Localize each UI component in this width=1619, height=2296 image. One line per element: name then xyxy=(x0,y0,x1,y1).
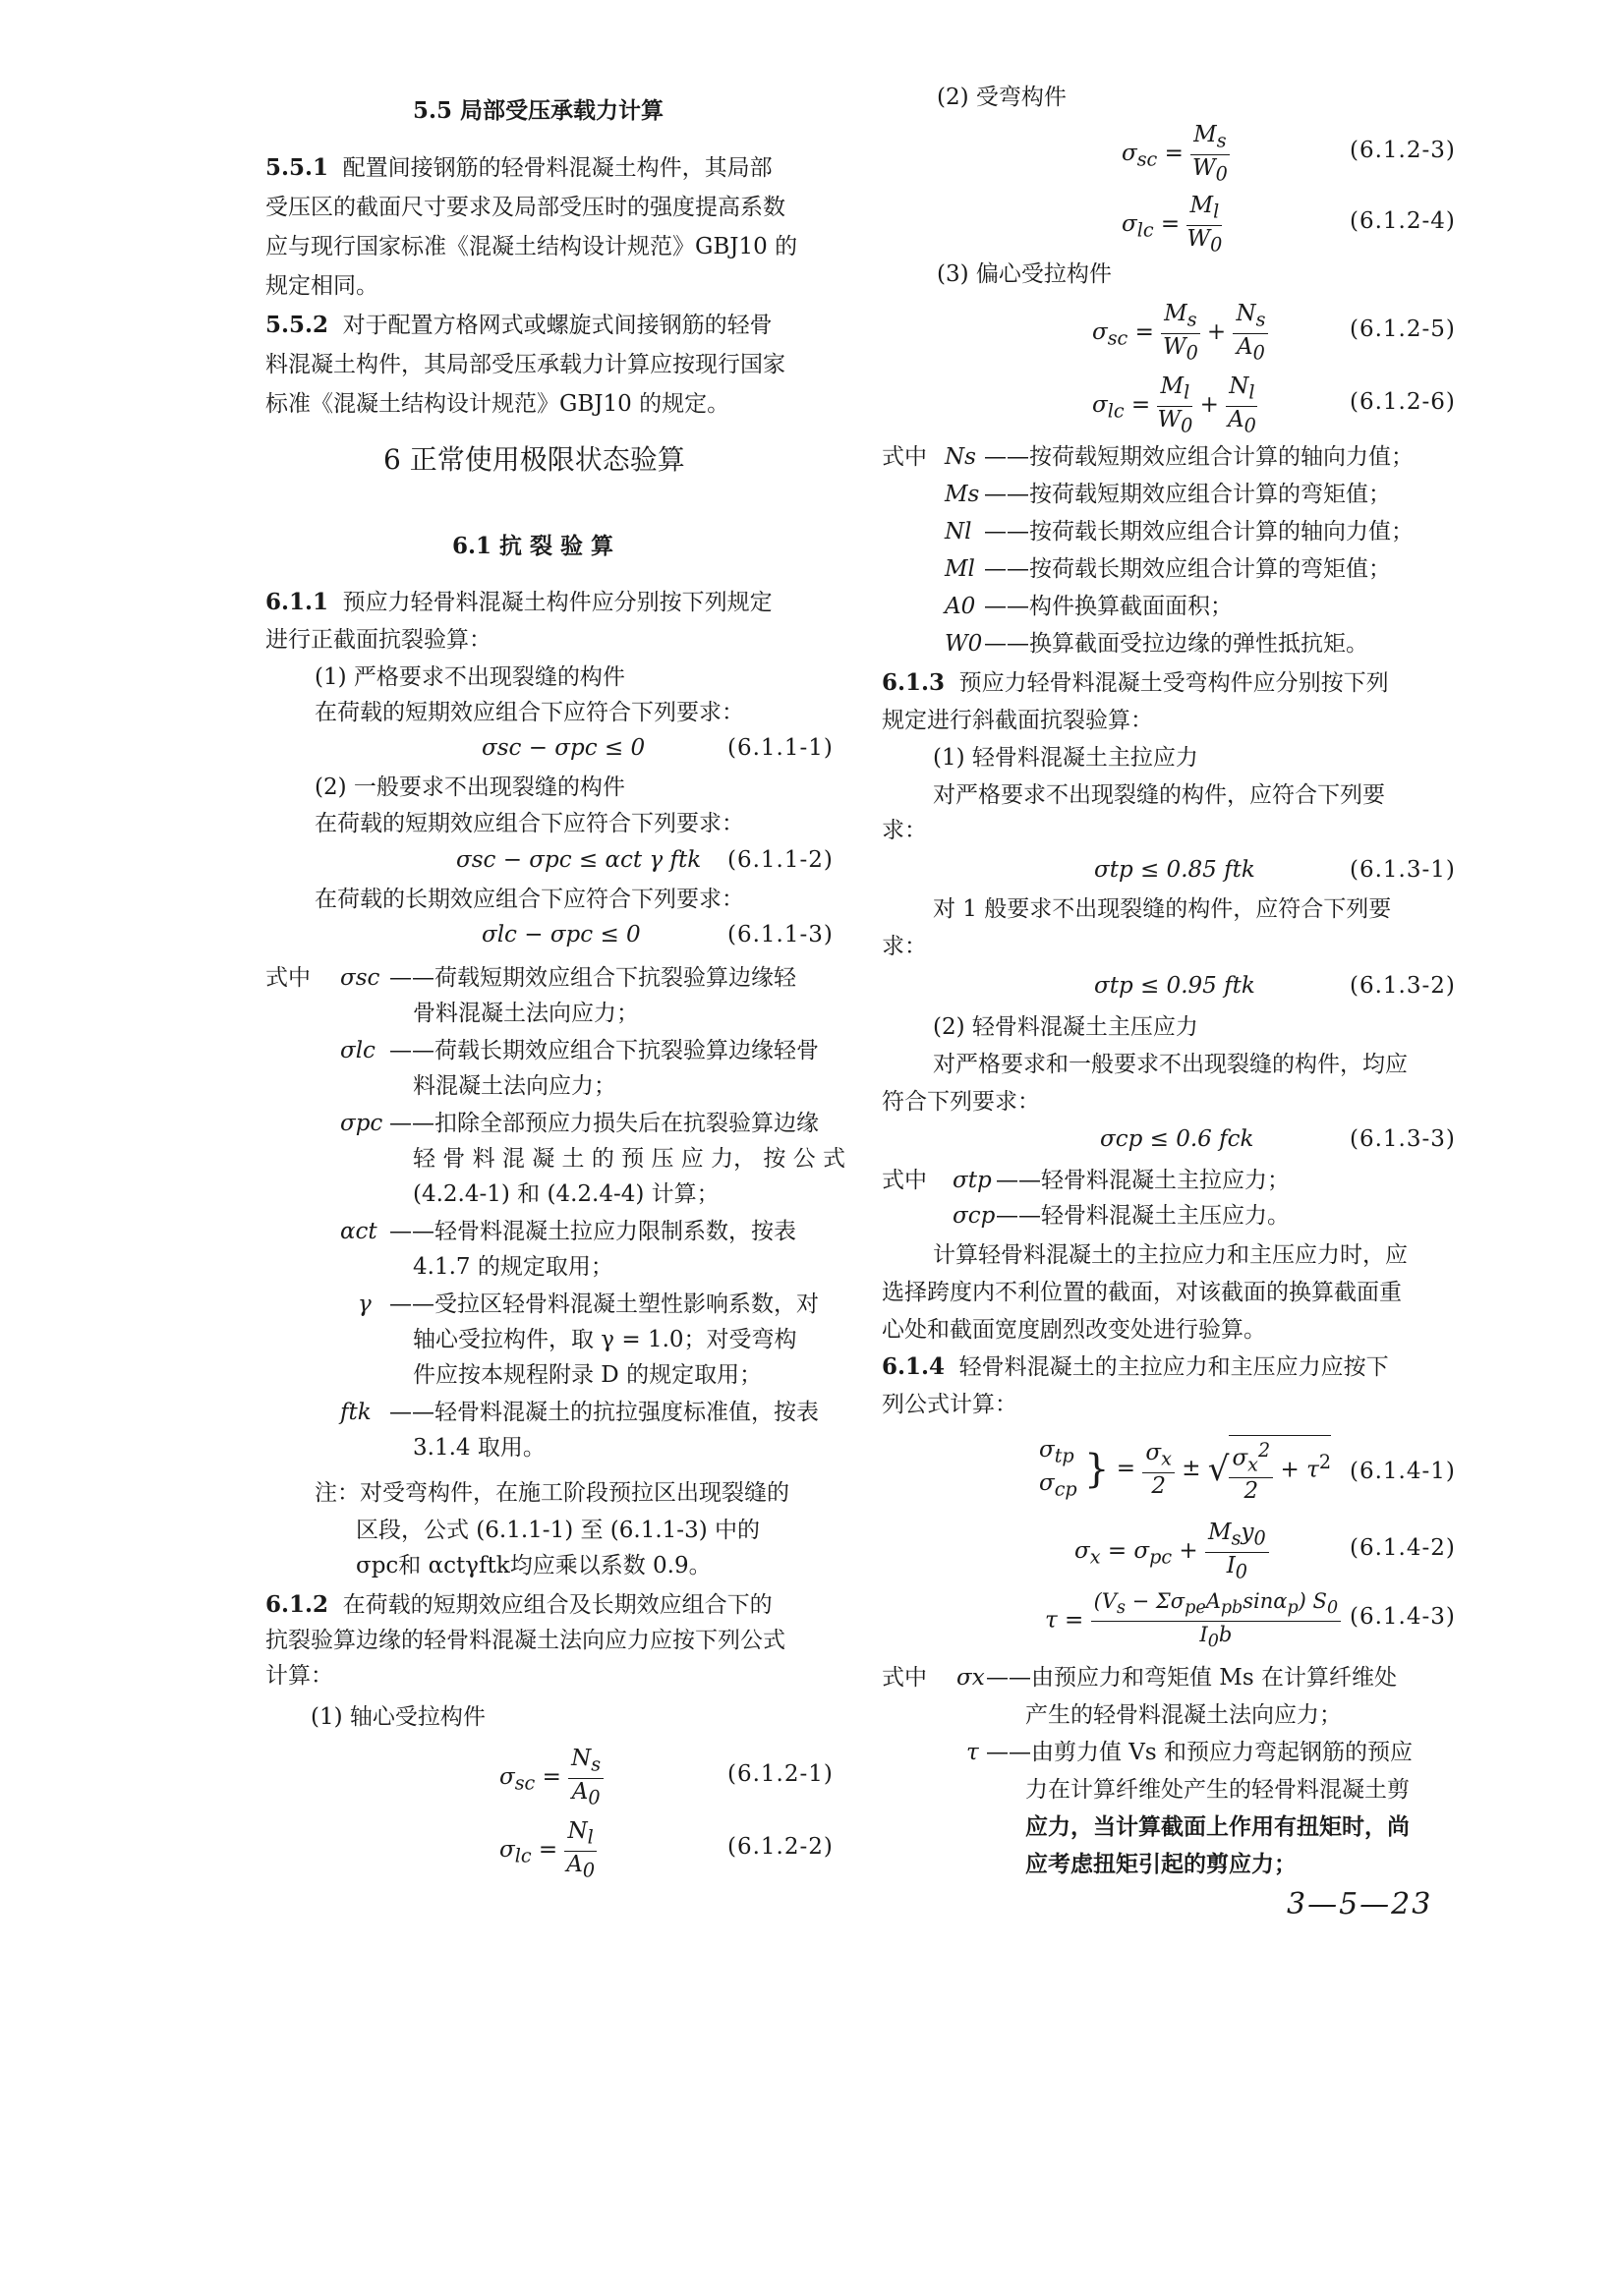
condition-heading: (2) 受弯构件 xyxy=(937,85,1067,110)
note-text: 注：对受弯构件，在施工阶段预拉区出现裂缝的 xyxy=(315,1480,789,1506)
clause-5-5-2-line xyxy=(265,311,773,340)
definition-text: ——荷载长期效应组合下抗裂验算边缘轻骨 xyxy=(389,1038,819,1063)
paragraph-text: 计算轻骨料混凝土的主拉应力和主压应力时，应 xyxy=(933,1242,1408,1268)
equation-6-1-4-3: τ = $\frac{(V_s - \Sigma\sigma_{pe}A_{pb}\sin\alpha_p) S_0}{I_0b}$ xyxy=(1045,1588,1341,1654)
equation-number: (6.1.1-2) xyxy=(727,847,834,873)
clause-text: 轻骨料混凝土的主拉应力和主压应力应按下 xyxy=(958,1354,1389,1380)
symbol: Ns xyxy=(945,444,976,470)
definition-text: ——轻骨料混凝土拉应力限制系数，按表 xyxy=(389,1219,796,1244)
clause-text: 标准《混凝土结构设计规范》GBJ10 的规定。 xyxy=(265,391,730,417)
clause-text: 进行正截面抗裂验算： xyxy=(265,627,491,653)
definition-text: ——由预应力和弯矩值 Ms 在计算纤维处 xyxy=(986,1665,1397,1691)
equation: σcp ≤ 0.6 fck xyxy=(1100,1126,1254,1152)
clause-text: 抗裂验算边缘的轻骨料混凝土法向应力应按下列公式 xyxy=(265,1628,785,1653)
condition-heading: (2) 轻骨料混凝土主压应力 xyxy=(933,1014,1198,1040)
section-heading-5-5: 5.5 局部受压承载力计算 xyxy=(413,97,665,124)
definition-text: 件应按本规程附录 D 的规定取用； xyxy=(413,1362,763,1388)
equation-6-1-2-5: $\sigma_{sc}$ = $\frac{M_s}{W_0}$ + $\frac{N_s}{A_0}$ xyxy=(1092,301,1268,366)
symbol: σlc xyxy=(340,1038,376,1063)
equation-number: (6.1.2-5) xyxy=(1350,316,1456,342)
definition-text: ——荷载短期效应组合下抗裂验算边缘轻 xyxy=(389,965,796,991)
equation-number: (6.1.1-1) xyxy=(727,735,834,761)
definition-text: 产生的轻骨料混凝土法向应力； xyxy=(1025,1702,1342,1728)
note-text: σpc和 αctγftk均应乘以系数 0.9。 xyxy=(356,1553,712,1578)
symbol: ftk xyxy=(340,1400,372,1425)
clause-text: 规定进行斜截面抗裂验算： xyxy=(882,708,1153,733)
equation-number: (6.1.2-2) xyxy=(727,1834,834,1860)
equation: σlc − σpc ≤ 0 xyxy=(482,922,641,947)
definition-text: 应力，当计算截面上作用有扭矩时，尚 xyxy=(1025,1813,1410,1840)
equation-6-1-2-3: $\sigma_{sc}$ = $\frac{M_s}{W_0}$ xyxy=(1122,122,1228,186)
definition-text: ——按荷载长期效应组合计算的弯矩值； xyxy=(984,556,1391,582)
equation-6-1-2-1: $\sigma_{sc}$ = $\frac{N_s}{A_0}$ xyxy=(499,1746,604,1810)
definition-text: ——构件换算截面面积； xyxy=(984,594,1233,619)
condition-text: 对 1 般要求不出现裂缝的构件，应符合下列要 xyxy=(933,896,1392,922)
equation-number: (6.1.2-3) xyxy=(1350,138,1456,163)
where-label: 式中 xyxy=(265,965,311,991)
symbol: σcp xyxy=(953,1203,996,1229)
condition-text: 求： xyxy=(882,818,927,843)
condition-heading: (1) 轴心受拉构件 xyxy=(311,1704,486,1730)
note-text: 区段，公式 (6.1.1-1) 至 (6.1.1-3) 中的 xyxy=(356,1518,760,1543)
equation-number: (6.1.4-2) xyxy=(1350,1535,1456,1561)
condition-text: 对严格要求和一般要求不出现裂缝的构件，均应 xyxy=(933,1052,1408,1077)
equation-number: (6.1.2-4) xyxy=(1350,208,1456,234)
definition-text: 轴心受拉构件，取 γ = 1.0；对受弯构 xyxy=(413,1327,797,1352)
symbol: Ml xyxy=(945,556,975,582)
definition-text: ——轻骨料混凝土的抗拉强度标准值，按表 xyxy=(389,1400,819,1425)
page-number: 3—5—23 xyxy=(1287,1887,1433,1922)
symbol: Ms xyxy=(945,482,980,507)
clause-text: 预应力轻骨料混凝土构件应分别按下列规定 xyxy=(342,590,773,615)
condition-heading: (1) 严格要求不出现裂缝的构件 xyxy=(315,664,625,690)
definition-text: ——轻骨料混凝土主压应力。 xyxy=(996,1203,1290,1229)
equation-number: (6.1.2-6) xyxy=(1350,389,1456,415)
symbol: W0 xyxy=(945,631,983,657)
equation-number: (6.1.3-1) xyxy=(1350,857,1456,883)
clause-number: 6.1.3 xyxy=(882,669,946,696)
equation-6-1-2-6: $\sigma_{lc}$ = $\frac{M_l}{W_0}$ + $\frac{N_l}{A_0}$ xyxy=(1092,373,1256,437)
equation-number: (6.1.4-1) xyxy=(1350,1459,1456,1484)
definition-text: ——由剪力值 Vs 和预应力弯起钢筋的预应 xyxy=(986,1740,1414,1765)
definition-text: (4.2.4-1) 和 (4.2.4-4) 计算； xyxy=(413,1181,720,1207)
equation-number: (6.1.4-3) xyxy=(1350,1604,1456,1630)
clause-text: 列公式计算： xyxy=(882,1392,1017,1417)
equation-number: (6.1.3-3) xyxy=(1350,1126,1456,1152)
symbol: Nl xyxy=(945,519,972,545)
symbol: τ xyxy=(966,1740,979,1765)
definition-text: 力在计算纤维处产生的轻骨料混凝土剪 xyxy=(1025,1777,1410,1803)
where-label: 式中 xyxy=(882,1665,927,1691)
definition-text: 骨料混凝土法向应力； xyxy=(413,1001,639,1026)
definition-text: 轻 骨 料 混 凝 土 的 预 压 应 力， 按 公 式 xyxy=(413,1146,846,1172)
clause-text: 计算： xyxy=(265,1663,333,1689)
definition-text: ——扣除全部预应力损失后在抗裂验算边缘 xyxy=(389,1111,819,1136)
definition-text: ——按荷载短期效应组合计算的弯矩值； xyxy=(984,482,1391,507)
symbol: σx xyxy=(956,1665,985,1691)
equation-6-1-2-2: $\sigma_{lc}$ = $\frac{N_l}{A_0}$ xyxy=(499,1818,596,1882)
condition-text: 在荷载的短期效应组合下应符合下列要求： xyxy=(315,700,744,725)
condition-heading: (3) 偏心受拉构件 xyxy=(937,261,1112,287)
equation: σtp ≤ 0.85 ftk xyxy=(1094,857,1255,883)
condition-heading: (1) 轻骨料混凝土主拉应力 xyxy=(933,745,1198,771)
clause-5-5-1-line xyxy=(265,153,773,183)
clause-text: 规定相同。 xyxy=(265,273,378,299)
definition-text: 料混凝土法向应力； xyxy=(413,1073,616,1099)
equation-number: (6.1.2-1) xyxy=(727,1761,834,1787)
paragraph-text: 选择跨度内不利位置的截面，对该截面的换算截面重 xyxy=(882,1280,1402,1305)
equation-number: (6.1.3-2) xyxy=(1350,973,1456,999)
definition-text: 4.1.7 的规定取用； xyxy=(413,1254,613,1280)
condition-heading: (2) 一般要求不出现裂缝的构件 xyxy=(315,775,625,800)
clause-6-1-2-line xyxy=(265,1590,773,1620)
clause-text: 配置间接钢筋的轻骨料混凝土构件，其局部 xyxy=(342,155,773,181)
paragraph-text: 心处和截面宽度剧烈改变处进行验算。 xyxy=(882,1317,1266,1343)
definition-text: ——按荷载短期效应组合计算的轴向力值； xyxy=(984,444,1414,470)
equation-number: (6.1.1-3) xyxy=(727,922,834,947)
clause-text: 预应力轻骨料混凝土受弯构件应分别按下列 xyxy=(958,670,1389,696)
equation-6-1-2-4: $\sigma_{lc}$ = $\frac{M_l}{W_0}$ xyxy=(1122,193,1223,257)
clause-number: 6.1.1 xyxy=(265,589,329,615)
symbol: αct xyxy=(340,1219,377,1244)
clause-text: 对于配置方格网式或螺旋式间接钢筋的轻骨 xyxy=(342,313,773,338)
condition-text: 对严格要求不出现裂缝的构件，应符合下列要 xyxy=(933,782,1385,808)
symbol: σtp xyxy=(953,1168,992,1193)
clause-text: 受压区的截面尺寸要求及局部受压时的强度提高系数 xyxy=(265,195,785,220)
clause-text: 应与现行国家标准《混凝土结构设计规范》GBJ10 的 xyxy=(265,234,798,259)
definition-text: ——轻骨料混凝土主拉应力； xyxy=(996,1168,1290,1193)
clause-text: 料混凝土构件，其局部受压承载力计算应按现行国家 xyxy=(265,352,785,377)
symbol: γ xyxy=(358,1292,372,1317)
symbol: σpc xyxy=(340,1111,383,1136)
clause-6-1-4-line xyxy=(882,1352,1389,1382)
clause-6-1-3-line xyxy=(882,668,1389,698)
clause-6-1-1-line xyxy=(265,588,773,617)
equation: σtp ≤ 0.95 ftk xyxy=(1094,973,1255,999)
definition-text: ——按荷载长期效应组合计算的轴向力值； xyxy=(984,519,1414,545)
definition-text: 应考虑扭矩引起的剪应力； xyxy=(1025,1851,1297,1877)
clause-number: 6.1.2 xyxy=(265,1591,329,1618)
clause-number: 6.1.4 xyxy=(882,1353,946,1380)
equation-6-1-4-2: $\sigma_x = \sigma_{pc}$ + $\frac{M_sy_0}{I_0}$ xyxy=(1074,1520,1269,1584)
condition-text: 在荷载的长期效应组合下应符合下列要求： xyxy=(315,887,744,912)
symbol: σsc xyxy=(340,965,380,991)
condition-text: 符合下列要求： xyxy=(882,1089,1040,1115)
clause-number: 5.5.1 xyxy=(265,154,329,181)
equation-6-1-4-1: $\sigma_{tp}$ $\sigma_{cp}$ } = $\frac{\sigma_x}{2}$ ± √ $\frac{\sigma_x^2}{2}$ + $\tau^2$ xyxy=(1039,1436,1332,1505)
equation: σsc − σpc ≤ 0 xyxy=(482,735,646,761)
definition-text: ——受拉区轻骨料混凝土塑性影响系数，对 xyxy=(389,1292,819,1317)
symbol: A0 xyxy=(945,594,976,619)
where-label: 式中 xyxy=(882,444,927,470)
chapter-heading-6: 6 正常使用极限状态验算 xyxy=(383,443,685,476)
condition-text: 求： xyxy=(882,934,927,959)
where-label: 式中 xyxy=(882,1168,927,1193)
section-heading-6-1: 6.1 抗 裂 验 算 xyxy=(452,533,614,559)
clause-text: 在荷载的短期效应组合及长期效应组合下的 xyxy=(342,1592,773,1618)
definition-text: 3.1.4 取用。 xyxy=(413,1435,546,1461)
clause-number: 5.5.2 xyxy=(265,312,329,338)
definition-text: ——换算截面受拉边缘的弹性抵抗矩。 xyxy=(984,631,1368,657)
condition-text: 在荷载的短期效应组合下应符合下列要求： xyxy=(315,811,744,836)
equation: σsc − σpc ≤ αct γ ftk xyxy=(456,847,702,873)
